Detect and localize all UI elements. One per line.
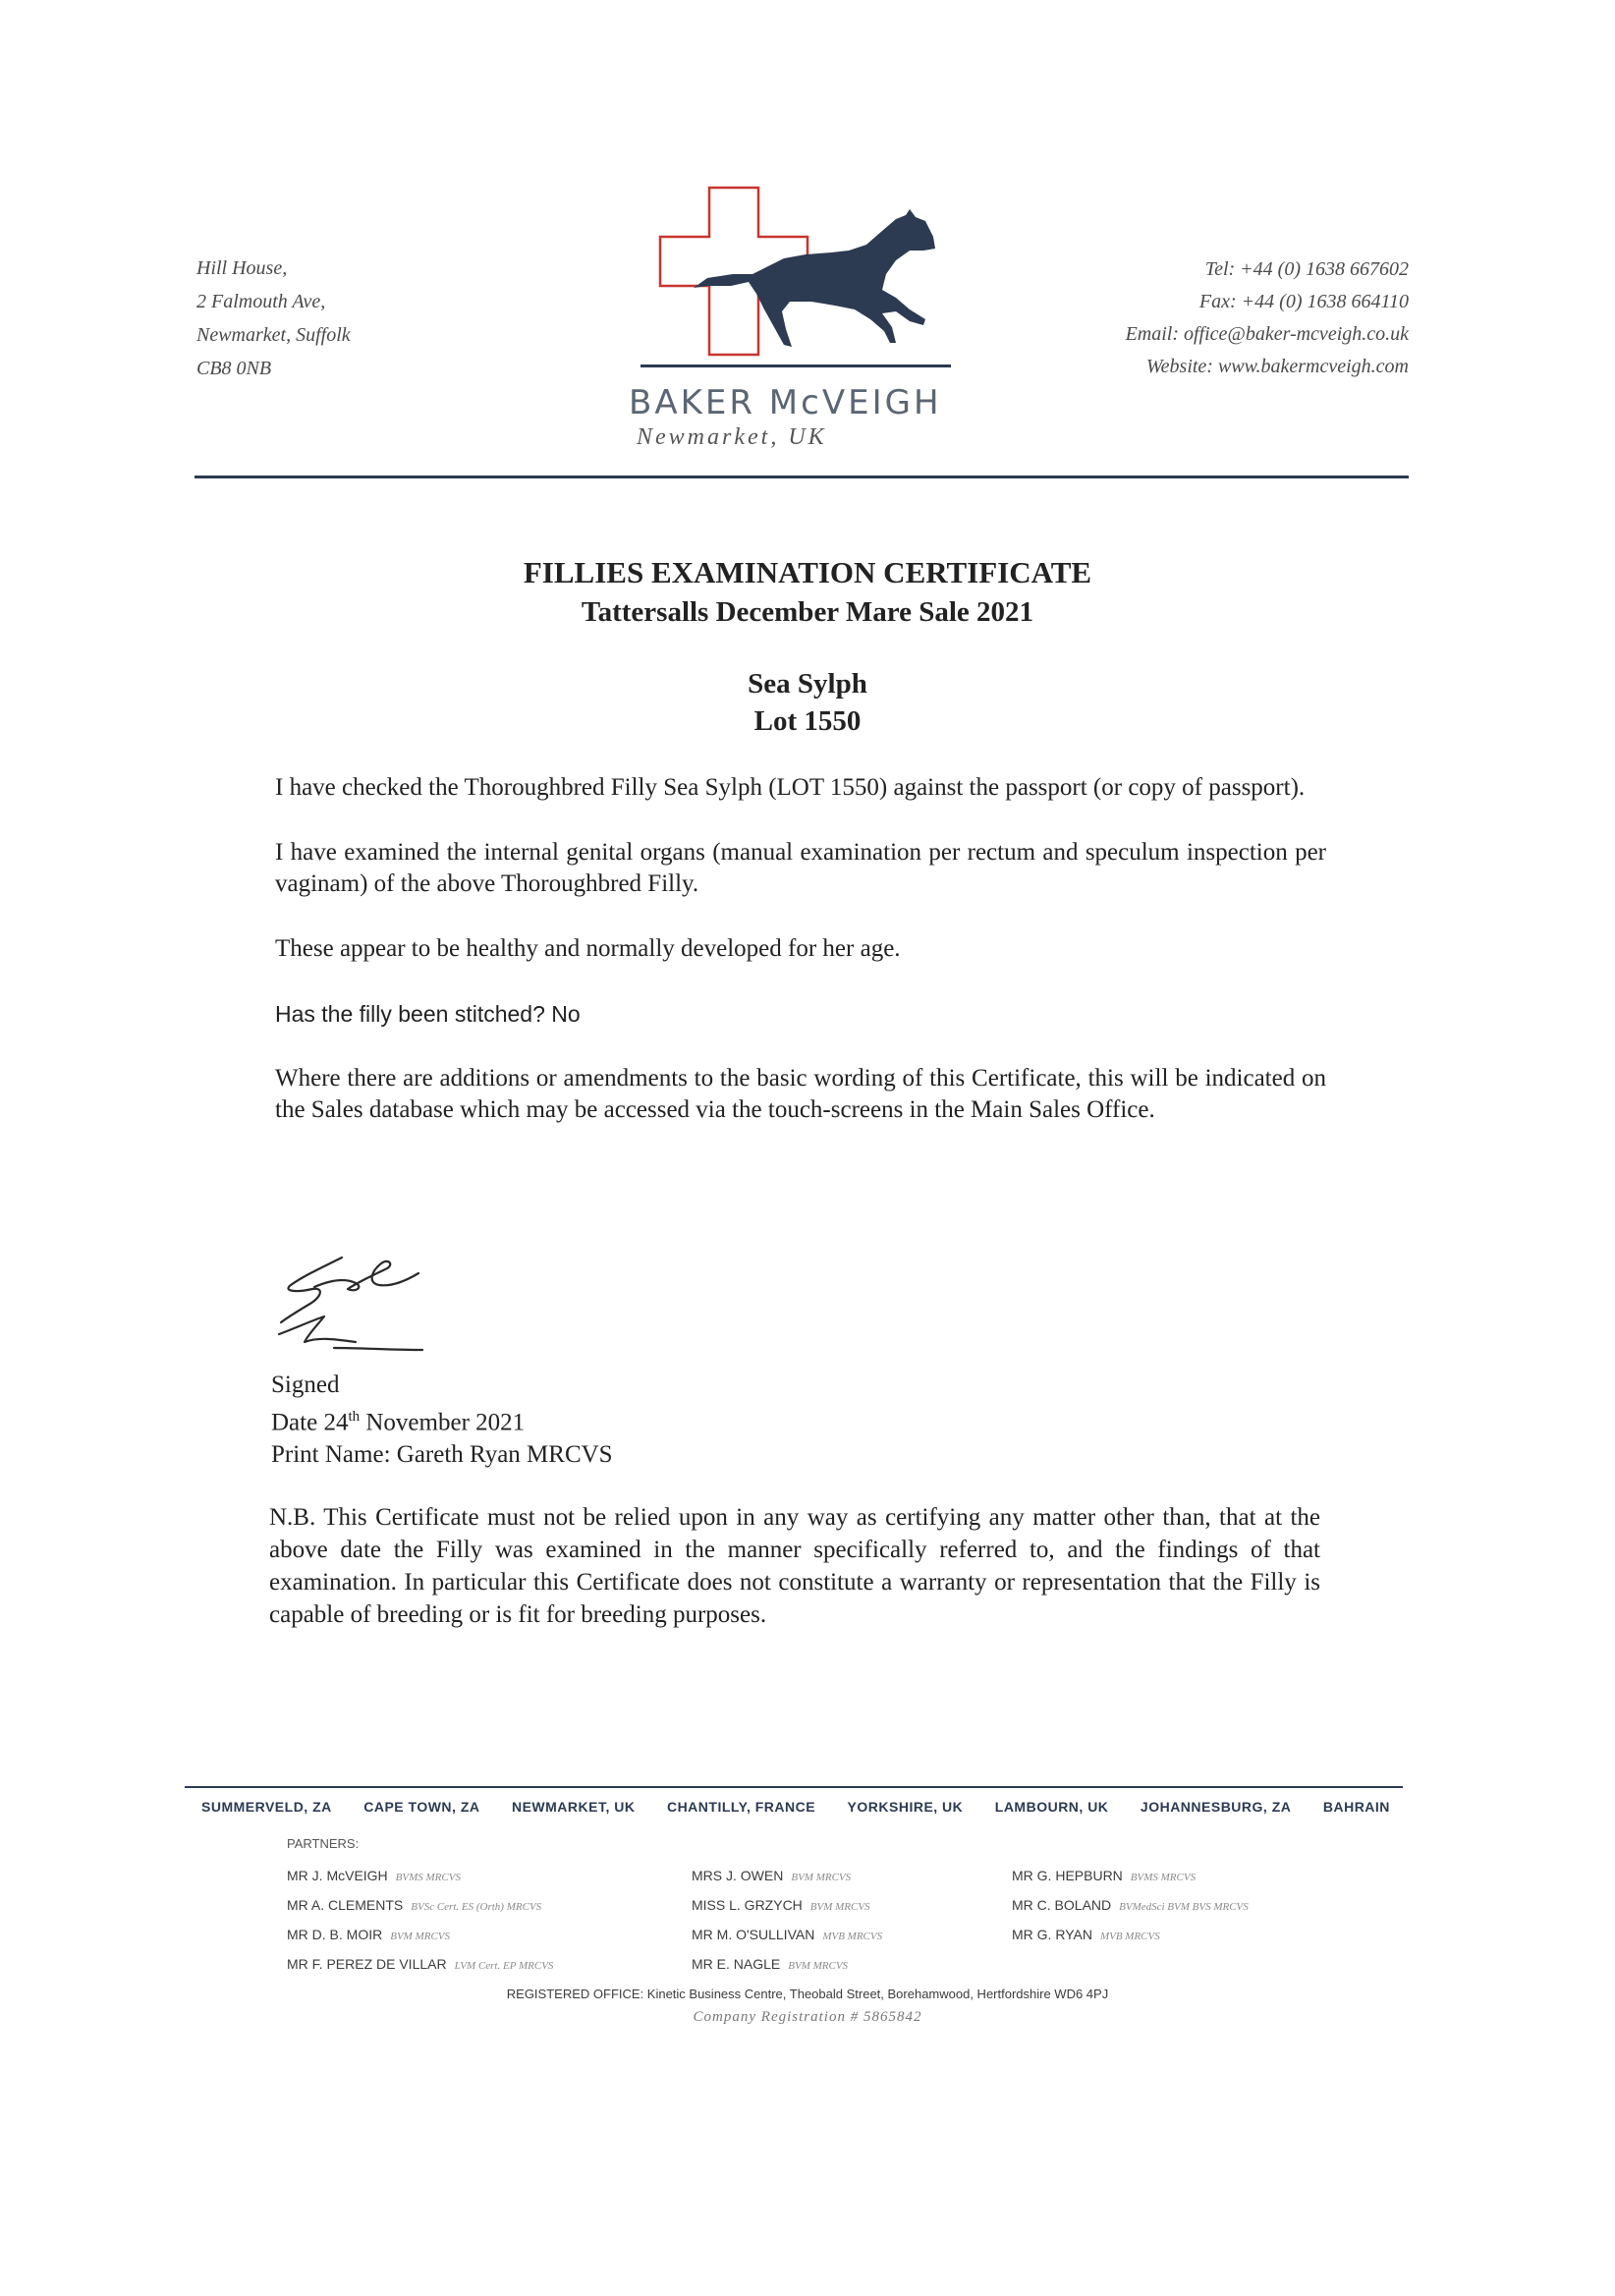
registered-office: REGISTERED OFFICE: Kinetic Business Centre, Theobald Street, Borehamwood, Hertfordshire WD6 4PJ [506, 1987, 1109, 2001]
horse-name: Sea Sylph [748, 668, 867, 700]
signed-label: Signed [271, 1372, 340, 1398]
office-locations [201, 1799, 1390, 1815]
contact-tel: Tel: +44 (0) 1638 667602 [1204, 258, 1409, 280]
partners-label: PARTNERS: [287, 1836, 360, 1851]
findings-paragraph: These appear to be healthy and normally developed for her age. [275, 935, 901, 962]
address-line: CB8 0NB [196, 358, 272, 379]
partner-entry: MR E. NAGLE BVM MRCVS [692, 1956, 849, 1972]
stitched-question: Has the filly been stitched? No [275, 1001, 581, 1027]
partner-entry: MR D. B. MOIR BVM MRCVS [287, 1927, 451, 1942]
lot-number: Lot 1550 [753, 705, 862, 737]
partners-column [1012, 1862, 1249, 1950]
partner-entry: MR G. RYAN MVB MRCVS [1012, 1927, 1160, 1942]
office-location: LAMBOURN, UK [994, 1799, 1109, 1815]
certificate-heading [0, 553, 1615, 632]
signature-image [265, 1248, 452, 1356]
contact-website: Website: www.bakermcveigh.com [1145, 356, 1409, 377]
address-line: Newmarket, Suffolk [196, 324, 351, 346]
partner-entry: MISS L. GRZYCH BVM MRCVS [692, 1897, 870, 1913]
disclaimer-note: N.B. This Certificate must not be relied upon in any way as certifying any matter other than, that at the above date the Filly was examined in the manner specifically referred to, and the findings of that examination. In particular this Certificate does not constitute a warranty or representation that the Filly is capable of breeding or is fit for breeding purposes. [269, 1504, 1320, 1628]
logo-baseline [640, 364, 951, 367]
partner-entry: MR F. PEREZ DE VILLAR LVM Cert. EP MRCVS [287, 1956, 554, 1972]
certificate-title: FILLIES EXAMINATION CERTIFICATE [523, 555, 1092, 589]
horse-heading [0, 665, 1615, 740]
examination-paragraph: I have examined the internal genital organs (manual examination per rectum and speculum inspection per vaginam) of the above Thoroughbred Filly. [275, 839, 1326, 897]
partner-entry: MR G. HEPBURN BVMS MRCVS [1012, 1868, 1197, 1883]
office-location: NEWMARKET, UK [511, 1799, 636, 1815]
office-location: SUMMERVELD, ZA [201, 1799, 332, 1815]
partners-column [692, 1862, 882, 1980]
brand-location: Newmarket, UK [637, 424, 827, 450]
partner-entry: MRS J. OWEN BVM MRCVS [692, 1868, 852, 1883]
partner-entry: MR J. McVEIGH BVMS MRCVS [287, 1868, 461, 1883]
address-line: 2 Falmouth Ave, [196, 291, 326, 312]
office-location: CHANTILLY, FRANCE [666, 1799, 816, 1815]
contact-email: Email: office@baker-mcveigh.co.uk [1125, 323, 1409, 345]
header-divider [195, 476, 1409, 478]
office-location: JOHANNESBURG, ZA [1140, 1799, 1292, 1815]
office-location: YORKSHIRE, UK [847, 1799, 964, 1815]
amendments-paragraph: Where there are additions or amendments to the basic wording of this Certificate, this will be indicated on the Sales database which may be accessed via the touch-screens in the Main Sales Office. [275, 1065, 1326, 1123]
cross-and-galloping-horse-icon [639, 180, 953, 376]
horse-silhouette [694, 209, 935, 347]
partners-column [287, 1862, 553, 1980]
partner-entry: MR M. O'SULLIVAN MVB MRCVS [692, 1927, 883, 1942]
signature-block [271, 1369, 613, 1471]
partner-entry: MR A. CLEMENTS BVSc Cert. ES (Orth) MRCVS [287, 1897, 542, 1913]
partner-entry: MR C. BOLAND BVMedSci BVM BVS MRCVS [1012, 1897, 1249, 1913]
certificate-body [275, 772, 1326, 1159]
sale-name: Tattersalls December Mare Sale 2021 [581, 596, 1034, 628]
company-registration: Company Registration # 5865842 [693, 2009, 922, 2025]
contact-fax: Fax: +44 (0) 1638 664110 [1198, 291, 1409, 312]
print-name: Print Name: Gareth Ryan MRCVS [271, 1441, 613, 1469]
office-location: BAHRAIN [1322, 1799, 1390, 1815]
office-location: CAPE TOWN, ZA [363, 1799, 480, 1815]
company-contact [1126, 253, 1409, 383]
footer-divider [185, 1786, 1403, 1788]
signature-date: Date 24th November 2021 [271, 1409, 526, 1436]
brand-name: BAKER McVEIGH [629, 383, 942, 422]
address-line: Hill House, [196, 257, 288, 279]
passport-check-paragraph: I have checked the Thoroughbred Filly Sea Sylph (LOT 1550) against the passport (or copy of passport). [275, 774, 1306, 801]
company-address [196, 252, 351, 385]
